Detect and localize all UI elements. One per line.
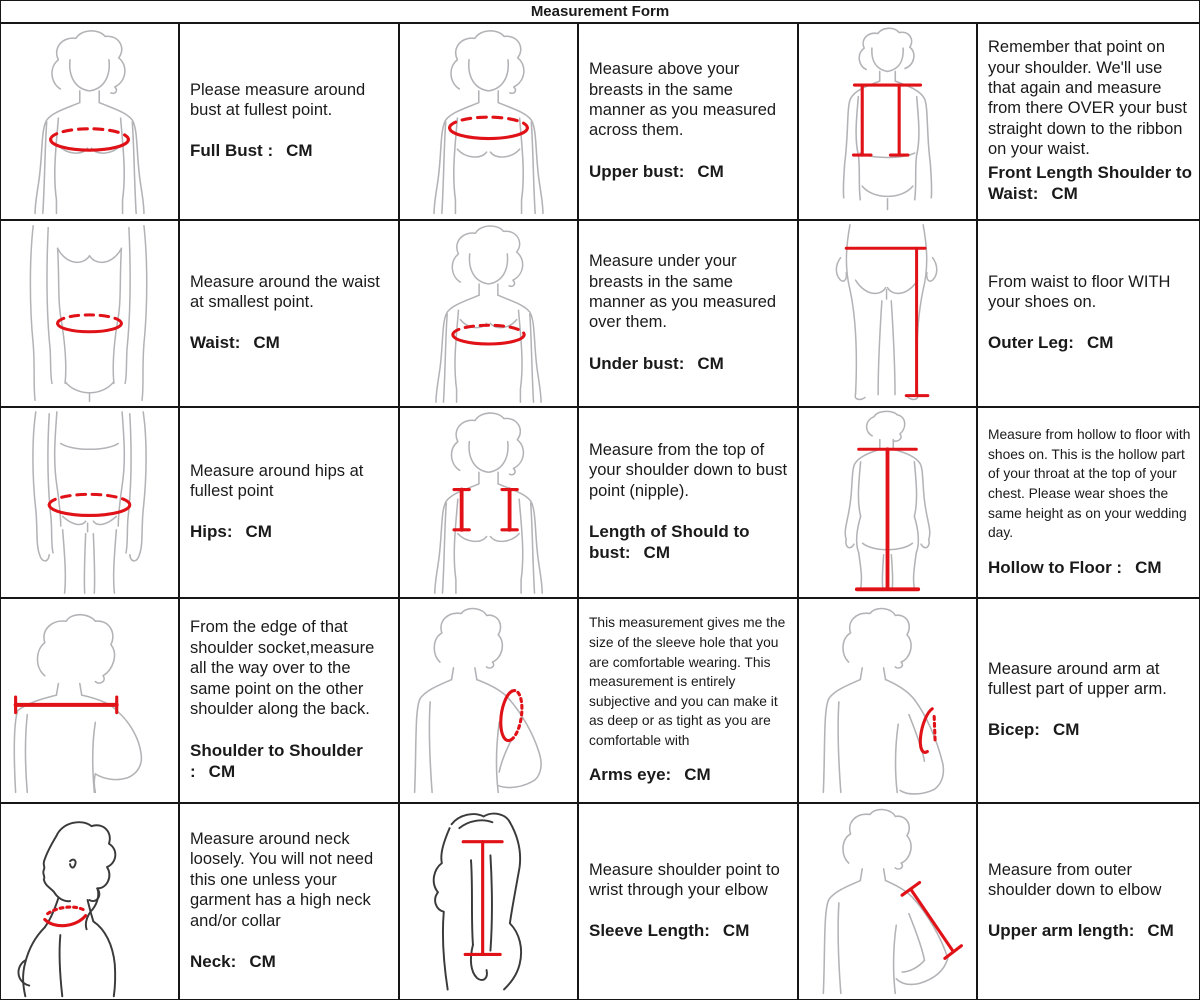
label-upper-bust: Upper bust: CM [589, 161, 724, 181]
figure-full-bust [1, 24, 180, 221]
unit-arms-eye: CM [684, 765, 711, 785]
cell-arms-eye [579, 599, 799, 804]
cell-under-bust [579, 221, 799, 408]
desc-bicep: Measure around arm at fullest part of upper arm. [988, 659, 1167, 698]
desc-neck: Measure around neck loosely. You will not need this one unless your garment has a high neck and/or collar [190, 829, 374, 930]
label-bicep: Bicep: CM [988, 720, 1080, 740]
desc-waist: Measure around the waist at smallest point. [190, 272, 380, 311]
label-shoulder-to-bust: Length of Should to bust: CM [589, 522, 750, 563]
figure-hollow-to-floor [799, 408, 978, 599]
measurement-table [1, 24, 1199, 999]
desc-sleeve-length: Measure shoulder point to wrist through your elbow [589, 860, 780, 899]
desc-hollow-to-floor: Measure from hollow to floor with shoes on. This is the hollow part of your throat at the top of your chest. Please wear shoes the same height as on your wedding day. [988, 427, 1191, 541]
cell-upper-arm-length [978, 804, 1199, 999]
figure-hips [1, 408, 180, 599]
label-full-bust: Full Bust : CM [190, 141, 313, 161]
figure-front-length-shoulder-to-waist [799, 24, 978, 221]
unit-front-length: CM [1051, 183, 1078, 203]
label-waist: Waist: CM [190, 333, 280, 353]
label-hollow-to-floor: Hollow to Floor : CM [988, 557, 1162, 577]
figure-arms-eye [400, 599, 579, 804]
cell-hollow-to-floor [978, 408, 1199, 599]
cell-shoulder-to-shoulder [180, 599, 400, 804]
figure-outer-leg [799, 221, 978, 408]
figure-bicep [799, 599, 978, 804]
unit-sleeve-length: CM [722, 921, 750, 941]
cell-front-length [978, 24, 1199, 221]
unit-under-bust: CM [697, 353, 724, 373]
figure-upper-arm-length [799, 804, 978, 999]
figure-shoulder-to-shoulder [1, 599, 180, 804]
cell-full-bust [180, 24, 400, 221]
desc-upper-bust: Measure above your breasts in the same manner as you measured across them. [589, 60, 777, 140]
unit-upper-arm-length: CM [1147, 921, 1174, 941]
cell-shoulder-to-bust [579, 408, 799, 599]
label-upper-arm-length: Upper arm length: CM [988, 921, 1174, 941]
unit-full-bust: CM [286, 141, 313, 161]
cell-bicep [978, 599, 1199, 804]
cell-waist [180, 221, 400, 408]
unit-hollow-to-floor: CM [1135, 557, 1162, 577]
label-hips: Hips: CM [190, 522, 272, 542]
unit-shoulder-to-shoulder: CM [208, 761, 236, 781]
unit-shoulder-to-bust: CM [643, 543, 670, 563]
figure-under-bust [400, 221, 579, 408]
desc-hips: Measure around hips at fullest point [190, 461, 364, 500]
unit-neck: CM [249, 952, 276, 972]
cell-upper-bust [579, 24, 799, 221]
figure-shoulder-to-bust [400, 408, 579, 599]
cell-neck [180, 804, 400, 999]
desc-front-length: Remember that point on your shoulder. We'll use that again and measure from there OVER your bust straight down to the ribbon on your waist. [988, 38, 1187, 159]
form-title: Measurement Form [1, 1, 1199, 24]
label-arms-eye: Arms eye: CM [589, 765, 711, 785]
figure-waist [1, 221, 180, 408]
label-front-length: Front Length Shoulder to Waist: CM [988, 162, 1192, 203]
label-sleeve-length: Sleeve Length: CM [589, 921, 750, 941]
unit-waist: CM [253, 333, 280, 353]
cell-sleeve-length [579, 804, 799, 999]
desc-shoulder-to-bust: Measure from the top of your shoulder down to bust point (nipple). [589, 440, 788, 500]
unit-upper-bust: CM [697, 161, 724, 181]
label-under-bust: Under bust: CM [589, 353, 724, 373]
unit-hips: CM [245, 522, 272, 542]
desc-upper-arm-length: Measure from outer shoulder down to elbow [988, 860, 1162, 899]
desc-full-bust: Please measure around bust at fullest point. [190, 80, 366, 119]
unit-outer-leg: CM [1086, 333, 1114, 353]
label-shoulder-to-shoulder: Shoulder to Shoulder : CM [190, 740, 363, 781]
desc-outer-leg: From waist to floor WITH your shoes on. [988, 272, 1171, 311]
figure-neck [1, 804, 180, 999]
desc-shoulder-to-shoulder: From the edge of that shoulder socket,measure all the way over to the same point on the other shoulder along the back. [190, 618, 375, 719]
cell-hips [180, 408, 400, 599]
figure-sleeve-length [400, 804, 579, 999]
label-neck: Neck: CM [190, 952, 276, 972]
figure-upper-bust [400, 24, 579, 221]
unit-bicep: CM [1052, 720, 1080, 740]
cell-outer-leg [978, 221, 1199, 408]
desc-under-bust: Measure under your breasts in the same manner as you measured over them. [589, 252, 777, 332]
label-outer-leg: Outer Leg: CM [988, 333, 1114, 353]
desc-arms-eye: This measurement gives me the size of the sleeve hole that you are comfortable wearing. This measurement is entirely subjective and you can make it as deep or as tight as you are comfortable with [589, 615, 786, 748]
